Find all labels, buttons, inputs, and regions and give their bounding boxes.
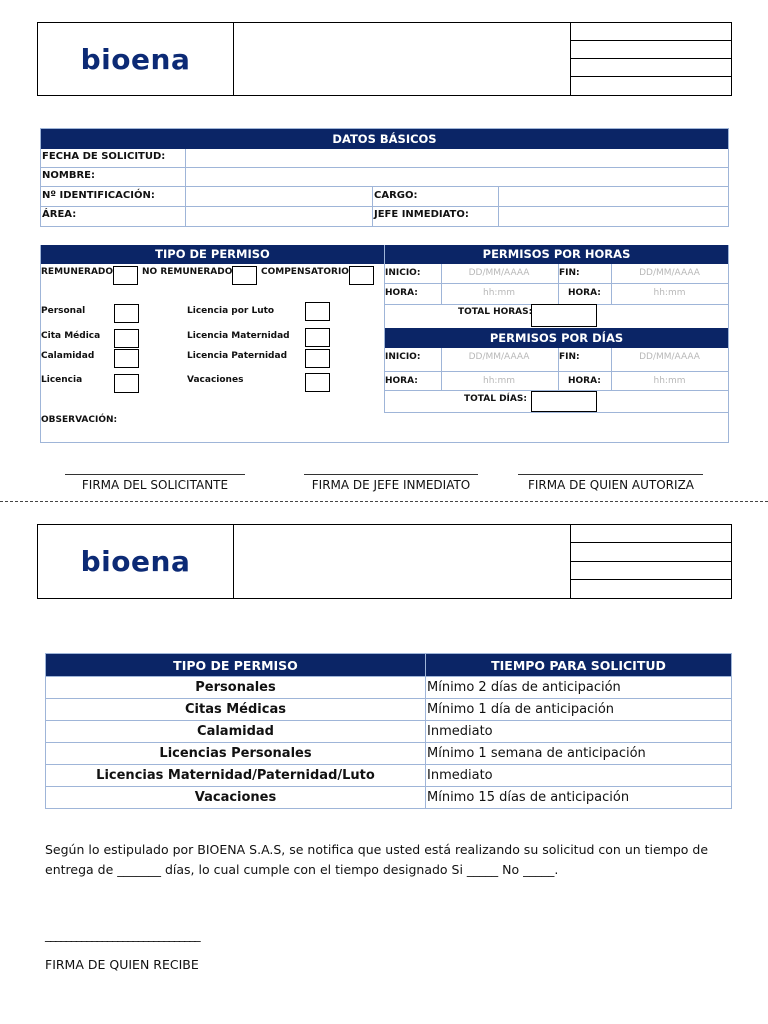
firma-jefe-label: FIRMA DE JEFE INMEDIATO: [311, 478, 471, 492]
table-row: [46, 721, 732, 743]
jefe-label: JEFE INMEDIATO:: [374, 209, 469, 220]
header-block-bottom: [37, 524, 732, 599]
header2-cell-4: [571, 580, 731, 598]
header-block-top: [37, 22, 732, 96]
firma-autoriza-label: FIRMA DE QUIEN AUTORIZA: [527, 478, 694, 492]
row-tipo: Personales: [46, 677, 426, 699]
calamidad-checkbox[interactable]: [114, 349, 139, 368]
logo-cell: [38, 23, 234, 95]
table-row: [46, 699, 732, 721]
datos-basicos-title: DATOS BÁSICOS: [41, 129, 728, 149]
table-row: [46, 743, 732, 765]
personal-label: Personal: [41, 306, 86, 316]
nota-line-1: Según lo estipulado por BIOENA S.A.S, se notifica que usted está realizando su solicitud con un tiempo de: [45, 842, 709, 857]
header-info-cells: [570, 23, 731, 95]
row-tipo: Licencias Personales: [46, 743, 426, 765]
table-row: [46, 765, 732, 787]
personal-checkbox[interactable]: [114, 304, 139, 323]
cita-medica-checkbox[interactable]: [114, 329, 139, 348]
luto-label: Licencia por Luto: [187, 306, 275, 316]
header-cell-1: [571, 23, 731, 41]
table-header-row: [46, 654, 732, 677]
dias-hora-fin-field[interactable]: hh:mm: [653, 376, 686, 386]
licencia-checkbox[interactable]: [114, 374, 139, 393]
horas-hora-fin-field[interactable]: hh:mm: [653, 288, 686, 298]
horas-fin-label: FIN:: [559, 268, 580, 278]
maternidad-checkbox[interactable]: [305, 328, 330, 347]
firma-recibe-line: ______________________________: [45, 927, 200, 942]
bioena-logo-2: bioena: [80, 545, 191, 578]
tipo-permiso-title: TIPO DE PERMISO: [41, 245, 384, 264]
cut-line: [0, 501, 768, 502]
luto-checkbox[interactable]: [305, 302, 330, 321]
paternidad-label: Licencia Paternidad: [187, 351, 288, 361]
identificacion-field[interactable]: [186, 187, 372, 206]
vacaciones-label: Vacaciones: [187, 375, 244, 385]
compensatorio-label: COMPENSATORIO: [261, 267, 349, 277]
total-dias-label: TOTAL DÍAS:: [464, 394, 527, 404]
row-tiempo: Mínimo 15 días de anticipación: [426, 787, 732, 809]
row-tiempo: Mínimo 1 semana de anticipación: [426, 743, 732, 765]
horas-hora2-label: HORA:: [568, 288, 601, 298]
horas-fin-field[interactable]: DD/MM/AAAA: [639, 268, 700, 278]
firma-solicitante-label: FIRMA DEL SOLICITANTE: [81, 478, 229, 492]
row-tiempo: Inmediato: [426, 721, 732, 743]
total-horas-label: TOTAL HORAS:: [458, 307, 533, 317]
row-tipo: Licencias Maternidad/Paternidad/Luto: [46, 765, 426, 787]
header2-cell-1: [571, 525, 731, 543]
header-cell-4: [571, 77, 731, 95]
header-cell-3: [571, 59, 731, 77]
area-field[interactable]: [186, 207, 372, 226]
vacaciones-checkbox[interactable]: [305, 373, 330, 392]
nota-line-2: entrega de _______ días, lo cual cumple con el tiempo designado Si _____ No _____.: [45, 862, 559, 877]
fecha-label: FECHA DE SOLICITUD:: [42, 151, 166, 162]
dias-hora-inicio-field[interactable]: hh:mm: [483, 376, 515, 386]
bioena-logo: bioena: [80, 42, 191, 76]
header2-cell-3: [571, 562, 731, 580]
dias-inicio-label: INICIO:: [385, 352, 421, 362]
row-tiempo: Inmediato: [426, 765, 732, 787]
dias-hora-label: HORA:: [385, 376, 418, 386]
identificacion-label: Nº IDENTIFICACIÓN:: [42, 190, 155, 201]
area-label: ÁREA:: [42, 209, 77, 220]
permisos-dias-title: PERMISOS POR DÍAS: [385, 328, 728, 348]
no-remunerado-checkbox[interactable]: [232, 266, 257, 285]
paternidad-checkbox[interactable]: [305, 349, 330, 368]
row-tiempo: Mínimo 2 días de anticipación: [426, 677, 732, 699]
dias-fin-label: FIN:: [559, 352, 580, 362]
compensatorio-checkbox[interactable]: [349, 266, 374, 285]
firma-recibe-label: FIRMA DE QUIEN RECIBE: [45, 957, 199, 972]
licencia-label: Licencia: [41, 375, 83, 385]
observacion-label: OBSERVACIÓN:: [41, 415, 118, 425]
horas-inicio-label: INICIO:: [385, 268, 421, 278]
dias-hora2-label: HORA:: [568, 376, 601, 386]
datos-basicos-section: [40, 128, 729, 227]
jefe-field[interactable]: [499, 207, 727, 226]
col-tiempo-solicitud: TIEMPO PARA SOLICITUD: [426, 654, 732, 677]
cita-medica-label: Cita Médica: [41, 331, 101, 341]
horas-inicio-field[interactable]: DD/MM/AAAA: [468, 268, 530, 278]
row-tiempo: Mínimo 1 día de anticipación: [426, 699, 732, 721]
logo-cell-2: [38, 525, 234, 598]
row-tipo: Citas Médicas: [46, 699, 426, 721]
row-tipo: Vacaciones: [46, 787, 426, 809]
dias-inicio-field[interactable]: DD/MM/AAAA: [468, 352, 530, 362]
dias-fin-field[interactable]: DD/MM/AAAA: [639, 352, 700, 362]
table-row: [46, 677, 732, 699]
tiempos-table: [45, 653, 732, 809]
cargo-label: CARGO:: [374, 190, 418, 201]
header-info-cells-2: [570, 525, 731, 598]
header-cell-2: [571, 41, 731, 59]
no-remunerado-label: NO REMUNERADO: [142, 267, 233, 277]
nombre-field[interactable]: [186, 168, 727, 186]
remunerado-checkbox[interactable]: [113, 266, 138, 285]
horas-hora-inicio-field[interactable]: hh:mm: [483, 288, 515, 298]
header2-cell-2: [571, 543, 731, 561]
horas-hora-label: HORA:: [385, 288, 418, 298]
cargo-field[interactable]: [499, 187, 727, 206]
total-dias-field[interactable]: [531, 391, 597, 412]
table-row: [46, 787, 732, 809]
col-tipo-permiso: TIPO DE PERMISO: [46, 654, 426, 677]
nombre-label: NOMBRE:: [42, 170, 95, 181]
maternidad-label: Licencia Maternidad: [187, 331, 290, 341]
calamidad-label: Calamidad: [41, 351, 95, 361]
remunerado-label: REMUNERADO: [41, 267, 114, 277]
row-tipo: Calamidad: [46, 721, 426, 743]
firma-jefe-line: [304, 474, 478, 475]
total-horas-field[interactable]: [531, 304, 597, 327]
permisos-horas-title: PERMISOS POR HORAS: [385, 245, 728, 264]
fecha-field[interactable]: [186, 149, 727, 167]
firma-autoriza-line: [518, 474, 703, 475]
observacion-row[interactable]: [40, 413, 729, 443]
firma-solicitante-line: [65, 474, 245, 475]
